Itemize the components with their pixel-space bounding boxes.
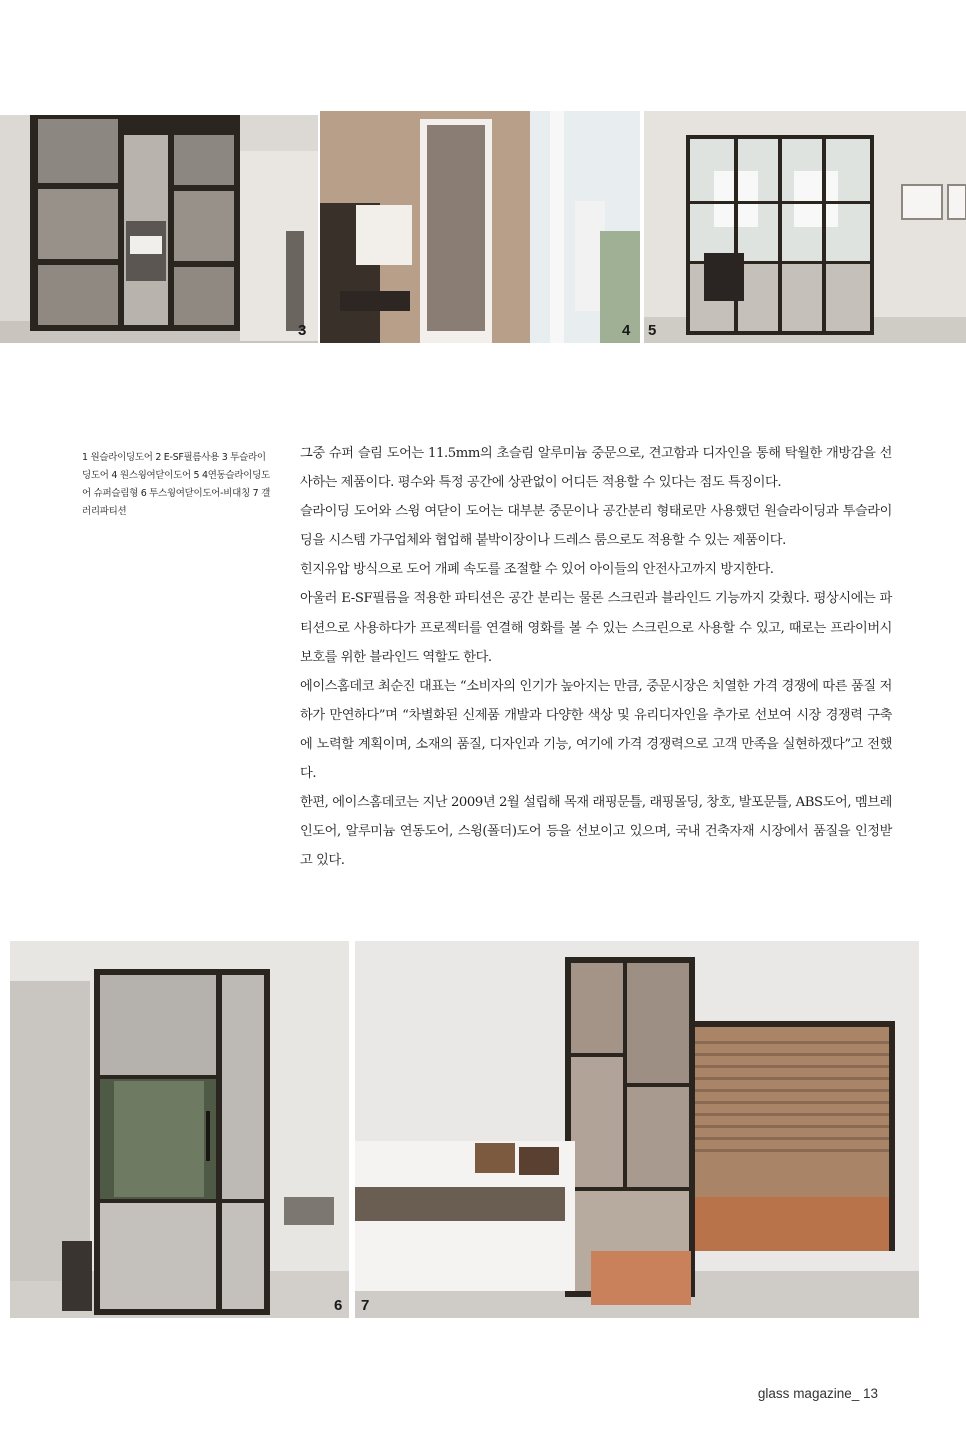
- photo-6-swing-door-asymmetric: [10, 941, 349, 1318]
- figure-number-6: 6: [334, 1297, 343, 1314]
- figure-number-7: 7: [361, 1297, 370, 1314]
- photo-3-sliding-door: [0, 111, 318, 343]
- article-paragraph: 한편, 에이스홈데코는 지난 2009년 2월 설립해 목재 래핑문틀, 래핑몰딩, 창호, 발포문틀, ABS도어, 멤브레인도어, 알루미늄 연동도어, 스윙(폴더)도어 등을 선보이고 있으며, 국내 건축자재 시장에서 품질을 인정받고 있다.: [300, 795, 892, 869]
- article-body: [300, 439, 892, 875]
- photo-5-grid-sliding-door: [644, 111, 966, 343]
- article-paragraph: 에이스홈데코 최순진 대표는 “소비자의 인기가 높아지는 만큼, 중문시장은 치열한 가격 경쟁에 따른 품질 저하가 만연하다”며 “차별화된 신제품 개발과 다양한 색상 및 유리디자인을 추가로 선보여 시장 경쟁력 구축에 노력할 계획이며, 소재의 품질, 디자인과 기능, 여기에 가격 경쟁력으로 고객 만족을 실현하겠다”고 전했다.: [300, 678, 892, 782]
- page-footer: glass magazine_ 13: [757, 1386, 878, 1401]
- article-paragraph: 아울러 E-SF필름을 적용한 파티션은 공간 분리는 물론 스크린과 블라인드 기능까지 갖췄다. 평상시에는 파티션으로 사용하다가 프로젝터를 연결해 영화를 볼 수 있는 스크린으로 사용할 수 있고, 때로는 프라이버시 보호를 위한 블라인드 역할도 한다.: [300, 591, 892, 665]
- photo-caption: 1 원슬라이딩도어 2 E-SF필름사용 3 투슬라이딩도어 4 원스윙여닫이도어 5 4연동슬라이딩도어 슈퍼슬림형 6 투스윙여닫이도어-비대칭 7 갤러리파티션: [82, 452, 271, 517]
- photo-4-swing-door: [320, 111, 640, 343]
- figure-number-3: 3: [298, 322, 307, 339]
- article-paragraph: 슬라이딩 도어와 스윙 여닫이 도어는 대부분 중문이나 공간분리 형태로만 사용했던 원슬라이딩과 투슬라이딩을 시스템 가구업체와 협업해 붙박이장이나 드레스 룸으로도 적용할 수 있는 제품이다.: [300, 504, 892, 549]
- article-paragraph: 그중 슈퍼 슬림 도어는 11.5mm의 초슬림 알루미늄 중문으로, 견고함과 디자인을 통해 탁월한 개방감을 선사하는 제품이다. 평수와 특정 공간에 상관없이 어디든 적용할 수 있다는 점도 특징이다.: [300, 446, 892, 491]
- figure-number-4: 4: [622, 322, 631, 339]
- figure-number-5: 5: [648, 322, 657, 339]
- article-paragraph: 힌지유압 방식으로 도어 개폐 속도를 조절할 수 있어 아이들의 안전사고까지 방지한다.: [300, 562, 774, 578]
- photo-7-gallery-partition: [355, 941, 919, 1318]
